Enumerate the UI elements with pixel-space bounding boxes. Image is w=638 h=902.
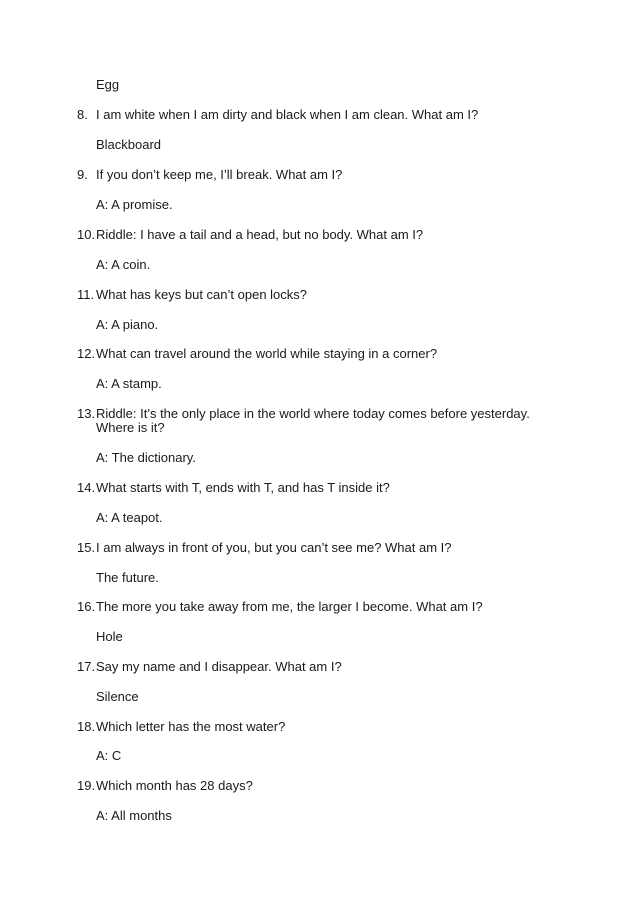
item-10-number: 10.	[77, 227, 96, 242]
item-12-answer: A: A stamp.	[96, 376, 162, 391]
item-19-question: Which month has 28 days?	[96, 778, 253, 793]
item-11-question: What has keys but can’t open locks?	[96, 287, 308, 302]
item-16-number: 16.	[77, 599, 96, 614]
item-13-number: 13.	[77, 406, 96, 421]
item-19-answer: A: All months	[96, 808, 172, 823]
item-9-number: 9.	[77, 167, 88, 182]
item-9-question: If you don’t keep me, I’ll break. What am I?	[96, 167, 343, 182]
item-12-question: What can travel around the world while staying in a corner?	[96, 346, 438, 361]
item-18-question: Which letter has the most water?	[96, 719, 286, 734]
item-13-answer: A: The dictionary.	[96, 450, 196, 465]
item-15-number: 15.	[77, 540, 96, 555]
item-10-answer: A: A coin.	[96, 257, 151, 272]
item-15-question: I am always in front of you, but you can’t see me? What am I?	[96, 540, 452, 555]
item-13-question-line2: Where is it?	[96, 420, 165, 435]
item-16-answer: Hole	[96, 629, 123, 644]
item-14-number: 14.	[77, 480, 96, 495]
item-8-question: I am white when I am dirty and black when I am clean. What am I?	[96, 107, 479, 122]
item-18-answer: A: C	[96, 748, 122, 763]
item-8-number: 8.	[77, 107, 88, 122]
item-11-answer: A: A piano.	[96, 317, 159, 332]
item-8-answer: Blackboard	[96, 137, 162, 152]
item-13-question: Riddle: It’s the only place in the world where today comes before yesterday.	[96, 406, 530, 421]
item-15-answer: The future.	[96, 570, 159, 585]
item-11-number: 11.	[77, 287, 95, 302]
item-17-answer: Silence	[96, 689, 139, 704]
item-17-question: Say my name and I disappear. What am I?	[96, 659, 342, 674]
item-12-number: 12.	[77, 346, 96, 361]
item-17-number: 17.	[77, 659, 96, 674]
item-16-question: The more you take away from me, the larger I become. What am I?	[96, 599, 483, 614]
item-14-answer: A: A teapot.	[96, 510, 163, 525]
lead-answer: Egg	[96, 77, 120, 92]
item-18-number: 18.	[77, 719, 96, 734]
item-14-question: What starts with T, ends with T, and has T inside it?	[96, 480, 390, 495]
item-19-number: 19.	[77, 778, 96, 793]
item-9-answer: A: A promise.	[96, 197, 173, 212]
item-10-question: Riddle: I have a tail and a head, but no body. What am I?	[96, 227, 424, 242]
